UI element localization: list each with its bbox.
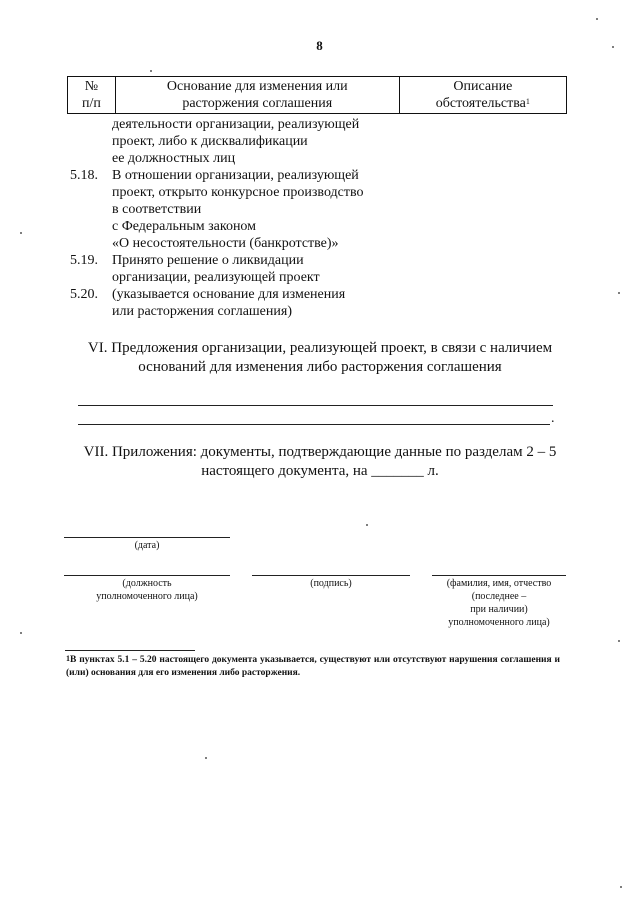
scan-speck (618, 292, 620, 294)
date-line (64, 537, 230, 538)
position-line (64, 575, 230, 576)
scan-speck (612, 46, 614, 48)
basis-list (70, 116, 410, 320)
footnote-mark: 1 (66, 654, 70, 663)
name-line (432, 575, 566, 576)
scan-speck (620, 886, 622, 888)
footnote-ref: 1 (525, 97, 530, 106)
header-description: Описание обстоятельства$^1$ (399, 77, 566, 114)
fill-line-end: . (551, 411, 555, 426)
date-label: (дата) (134, 540, 160, 551)
scan-speck (596, 18, 598, 20)
scan-speck (20, 232, 22, 234)
scan-speck (150, 70, 152, 72)
basis-table-header (67, 76, 567, 114)
scan-speck (205, 757, 207, 759)
name-label: (фамилия, имя, отчество (последнее – при наличии) уполномоченного лица) (446, 578, 552, 628)
header-number: № п/п (68, 77, 116, 114)
list-item: деятельности организации, реализующей проект, либо к дисквалификации ее должностных лиц (112, 117, 360, 166)
signature-label: (подпись) (310, 578, 352, 589)
list-item: 5.19. Принято решение о ликвидации организации, реализующей проект (70, 253, 320, 285)
signature-line (252, 575, 410, 576)
scan-speck (20, 632, 22, 634)
footnote: $^1$В пунктах 5.1 – 5.20 настоящего документа указывается, существуют или отсутствуют нарушения соглашения и (или) основания для его изменения либо расторжения. (66, 654, 560, 678)
header-basis: Основание для изменения или расторжения соглашения (115, 77, 399, 114)
scan-speck (618, 640, 620, 642)
fill-line (78, 424, 550, 425)
page-number: 8 (316, 38, 323, 53)
section-7-heading: VII. Приложения: документы, подтверждающие данные по разделам 2 – 5 настоящего документа, на _______ л. (83, 444, 557, 479)
footnote-divider (65, 650, 195, 651)
list-item: 5.18. В отношении организации, реализующей проект, открыто конкурсное производство в соответствии с Федеральным законом «О несостоятельности (банкротстве)» (70, 168, 364, 251)
scan-speck (366, 524, 368, 526)
fill-line (78, 405, 553, 406)
section-6-heading: VI. Предложения организации, реализующей проект, в связи с наличием оснований для изменения либо расторжения соглашения (87, 340, 553, 375)
position-label: (должность уполномоченного лица) (96, 578, 198, 602)
list-item: 5.20. (указывается основание для изменения или расторжения соглашения) (70, 287, 346, 319)
